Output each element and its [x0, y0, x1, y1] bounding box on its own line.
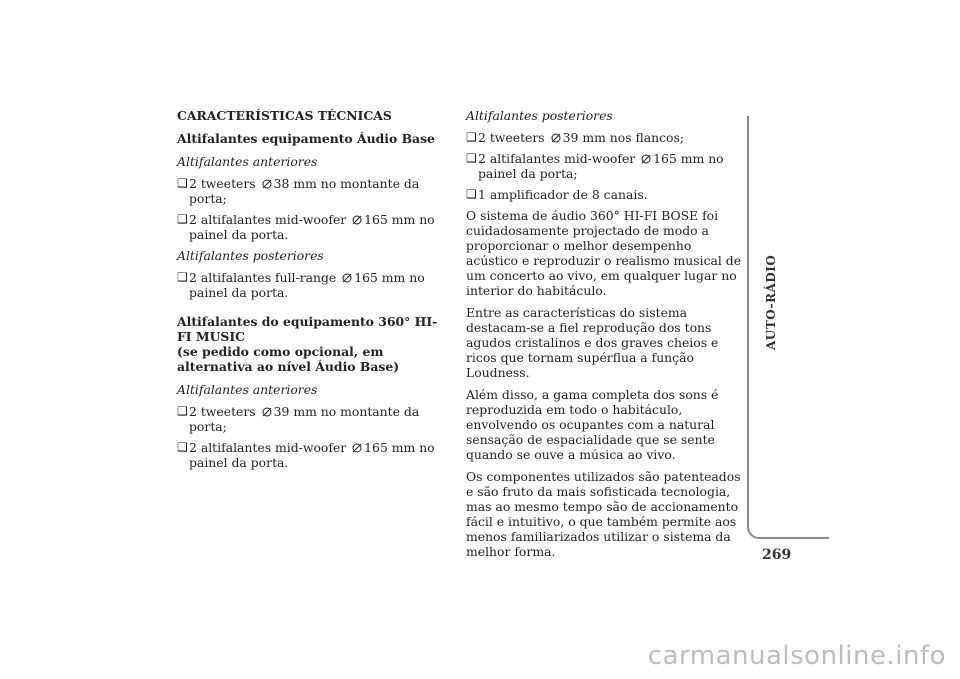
diameter-icon: [352, 215, 362, 225]
chapter-tab-border: [747, 116, 829, 539]
front-speakers-subheading: Altifalantes anteriores: [177, 382, 318, 397]
list-item: ❑ 2 altifalantes mid-woofer 165 mm no painel da porta;: [466, 151, 744, 181]
diameter-icon: [262, 407, 272, 417]
diameter-icon: [262, 179, 272, 189]
paragraph: Os componentes utilizados são patenteados e são fruto da mais sofisticada tecnologia, mas ao mesmo tempo são de accionamento fácil e intuitivo, o que também permite aos menos familiarizados utilizar o sistema da melhor forma.: [466, 469, 741, 559]
paragraph: O sistema de áudio 360° HI-FI BOSE foi cuidadosamente projectado de modo a proporcionar o melhor desempenho acústico e reproduzir o realismo musical de um concerto ao vivo, em qualquer lugar no interior do habitáculo.: [466, 208, 742, 298]
chapter-label: AUTO-RÁDIO: [764, 254, 778, 350]
page-number: 269: [762, 547, 792, 563]
section-title: CARACTERÍSTICAS TÉCNICAS: [177, 108, 392, 123]
diameter-icon: [352, 443, 362, 453]
diameter-icon: [551, 133, 561, 143]
diameter-icon: [342, 273, 352, 283]
right-column: [466, 108, 744, 566]
list-item: ❑ 2 tweeters 38 mm no montante da porta;: [177, 176, 447, 206]
hifi-heading: Altifalantes do equipamento 360° HI-FI MUSIC: [177, 314, 438, 344]
list-item: ❑ 2 altifalantes mid-woofer 165 mm no painel da porta.: [177, 440, 447, 470]
list-item: ❑ 1 amplificador de 8 canais.: [466, 187, 744, 202]
list-item: ❑ 2 altifalantes mid-woofer 165 mm no painel da porta.: [177, 212, 447, 242]
rear-speakers-subheading: Altifalantes posteriores: [177, 248, 324, 263]
left-column: [177, 108, 447, 476]
paragraph: Além disso, a gama completa dos sons é reproduzida em todo o habitáculo, envolvendo os ocupantes com a natural sensação de espacialidade que se sente quando se ouve a música ao vivo.: [466, 387, 719, 462]
front-speakers-subheading: Altifalantes anteriores: [177, 154, 318, 169]
rear-speakers-subheading: Altifalantes posteriores: [466, 108, 613, 123]
hifi-note: (se pedido como opcional, em alternativa ao nível Áudio Base): [177, 344, 400, 374]
list-item: ❑ 2 tweeters 39 mm no montante da porta;: [177, 404, 447, 434]
paragraph: Entre as características do sistema destacam-se a fiel reprodução dos tons agudos cristalinos e dos graves cheios e ricos que tornam supérflua a função Loudness.: [466, 305, 719, 380]
diameter-icon: [641, 154, 651, 164]
list-item: ❑ 2 tweeters 39 mm nos flancos;: [466, 130, 744, 145]
list-item: ❑ 2 altifalantes full-range 165 mm no painel da porta.: [177, 270, 447, 300]
audio-base-heading: Altifalantes equipamento Áudio Base: [177, 131, 435, 146]
watermark: carmanualsonline.info: [647, 641, 946, 671]
